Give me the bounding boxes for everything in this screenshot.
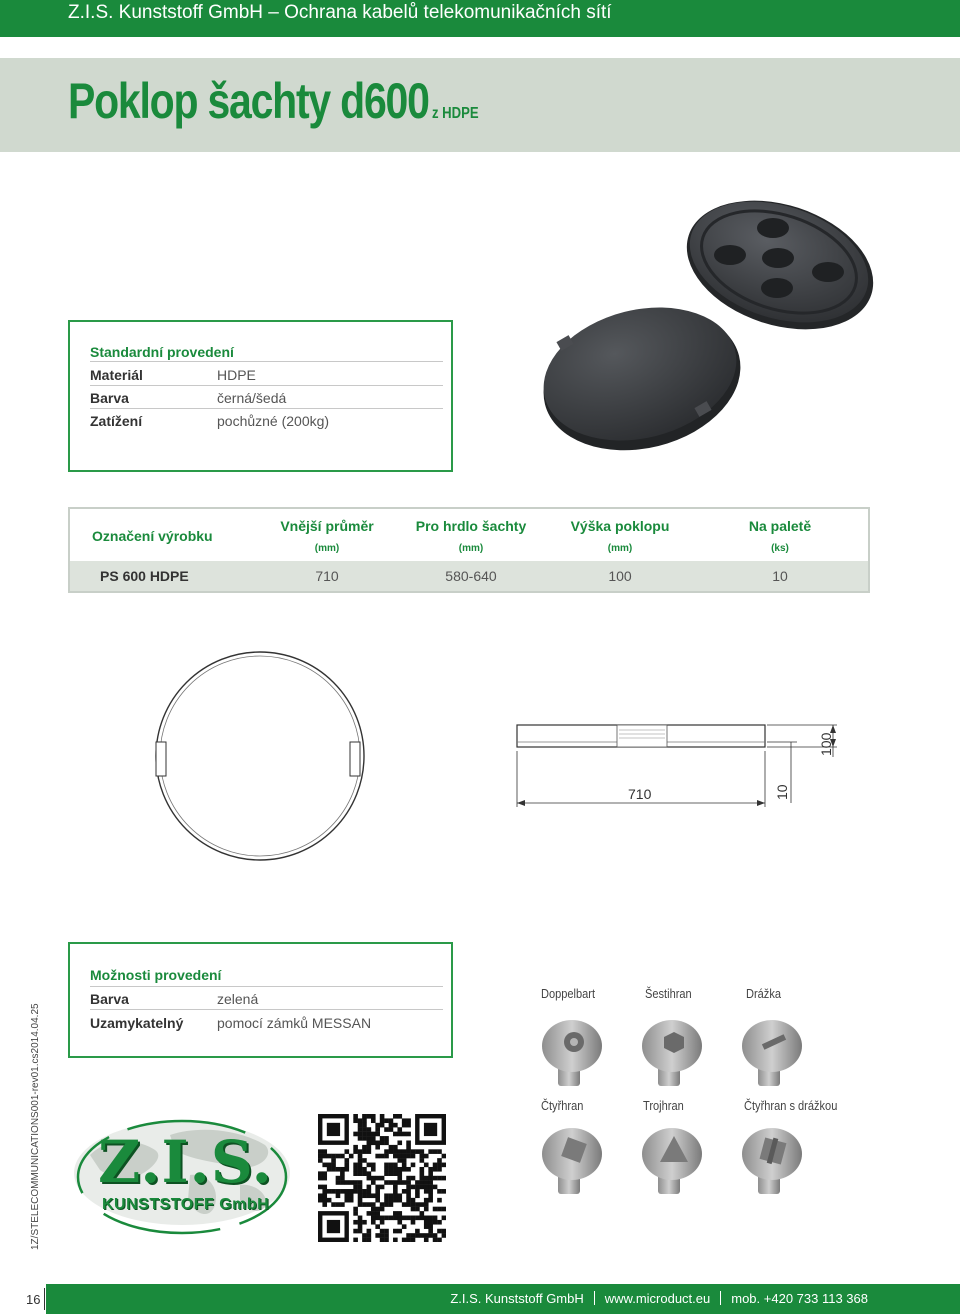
qr-code[interactable] [318, 1114, 446, 1242]
footer-separator [594, 1291, 595, 1305]
divider [90, 986, 443, 987]
screw-slot-icon [742, 1020, 802, 1086]
options-spec-box [68, 942, 453, 1058]
footer-company: Z.I.S. Kunststoff GmbH [450, 1291, 584, 1306]
screw-triangle-icon [642, 1128, 702, 1194]
screw-images [530, 1010, 850, 1200]
standard-title: Standardní provedení [90, 344, 234, 360]
dimension-width: 710 [628, 786, 652, 802]
spec-value-material: HDPE [217, 367, 256, 383]
header-text [68, 0, 612, 25]
screw-square-icon [542, 1128, 602, 1194]
logo-subtext: KUNSTSTOFF GmbH [102, 1196, 270, 1213]
screw-label-hexagon: Šestihran [645, 986, 692, 1001]
product-table [68, 507, 870, 593]
cover-top [530, 288, 755, 460]
screw-label-triangle: Trojhran [643, 1098, 684, 1113]
logo-text: Z.I.S. [98, 1128, 273, 1196]
divider [90, 408, 443, 409]
spec-label-color: Barva [90, 390, 129, 406]
table-header-per-pallet: Na paletě [748, 518, 812, 534]
table-header-shaft-neck: Pro hrdlo šachty [415, 518, 527, 534]
spec-label-load: Zatížení [90, 413, 143, 429]
page-number: 16 [26, 1292, 41, 1307]
page-number-divider [44, 1288, 45, 1310]
table-unit-shaft-neck: (mm) [458, 543, 484, 554]
option-label-lockable: Uzamykatelný [90, 1015, 184, 1031]
footer-web-link[interactable]: www.microduct.eu [604, 1291, 711, 1306]
table-cell-per-pallet: 10 [772, 568, 788, 584]
page-title [68, 72, 479, 130]
drawing-top-view [150, 650, 370, 870]
table-header-designation: Označení výrobku [92, 528, 213, 544]
page-title-main: Poklop šachty d600 [68, 73, 429, 129]
table-unit-outer-diameter: (mm) [314, 543, 340, 554]
option-label-color: Barva [90, 991, 129, 1007]
table-cell-shaft-neck: 580-640 [445, 568, 497, 584]
page-title-sub: z HDPE [431, 105, 479, 122]
screw-label-doppelbart: Doppelbart [541, 986, 596, 1001]
screw-label-slot: Drážka [746, 986, 782, 1001]
footer-contact [450, 1291, 868, 1306]
header-dash: – [268, 2, 279, 23]
screw-hexagon-icon [642, 1020, 702, 1086]
table-cell-outer-diameter: 710 [315, 568, 339, 584]
dimension-step: 10 [774, 784, 790, 800]
table-unit-per-pallet: (ks) [771, 543, 789, 554]
dimension-height: 100 [818, 732, 834, 756]
divider [90, 385, 443, 386]
divider [90, 1009, 443, 1010]
footer-phone: mob. +420 733 113 368 [731, 1291, 868, 1306]
table-header-outer-diameter: Vnější průměr [280, 518, 374, 534]
standard-spec-box [68, 320, 453, 472]
table-cell-cover-height: 100 [608, 568, 632, 584]
cover-render-image [530, 180, 890, 460]
divider [90, 361, 443, 362]
header-company: Z.I.S. Kunststoff GmbH [68, 2, 263, 23]
footer-separator [720, 1291, 721, 1305]
table-header-cover-height: Výška poklopu [570, 518, 670, 534]
header-slogan: Ochrana kabelů telekomunikačních sítí [284, 2, 612, 23]
table-row [70, 561, 868, 591]
screw-doppelbart-icon [542, 1020, 602, 1086]
table-cell-designation: PS 600 HDPE [100, 568, 189, 584]
spec-value-color: černá/šedá [217, 390, 287, 406]
drawing-side-view [505, 715, 850, 815]
spec-label-material: Materiál [90, 367, 143, 383]
table-unit-cover-height: (mm) [607, 543, 633, 554]
screw-square-slot-icon [742, 1128, 802, 1194]
options-title: Možnosti provedení [90, 967, 222, 983]
document-code: 1Z/STELECOMMUNICATIONS001-rev01.cs2014.04.25 [30, 1003, 41, 1250]
spec-value-load: pochůzné (200kg) [217, 413, 330, 429]
screw-label-square-slot: Čtyřhran s drážkou [744, 1098, 838, 1113]
option-value-color: zelená [217, 991, 259, 1007]
screw-label-square: Čtyřhran [541, 1098, 584, 1113]
option-value-lockable: pomocí zámků MESSAN [217, 1015, 372, 1031]
